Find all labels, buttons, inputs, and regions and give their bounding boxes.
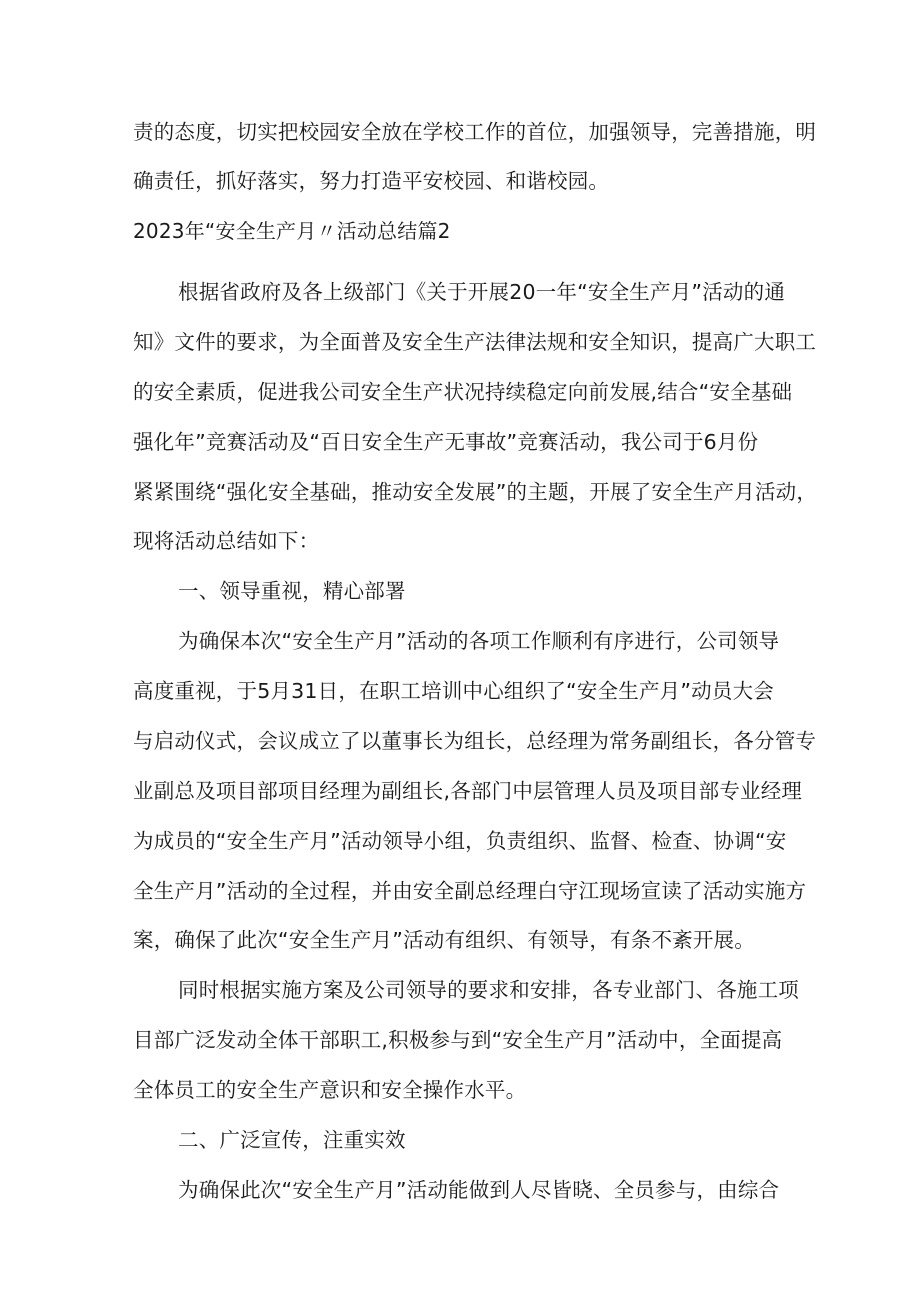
text-line: 的安全素质，促进我公司安全生产状况持续稳定向前发展,结合“安全基础 bbox=[133, 380, 793, 404]
text-line: 责的态度，切实把校园安全放在学校工作的首位，加强领导，完善措施，明 bbox=[133, 120, 817, 144]
text-line: 现将活动总结如下： bbox=[133, 529, 320, 553]
text-line: 与启动仪式，会议成立了以董事长为组长，总经理为常务副组长，各分管专 bbox=[133, 729, 817, 753]
text-line: 紧紧围绕“强化安全基础，推动安全发展”的主题，开展了安全生产月活动， bbox=[133, 480, 818, 504]
text-line: 全生产月”活动的全过程，并由安全副总经理白守江现场宣读了活动实施方 bbox=[133, 879, 807, 903]
text-line: 为确保此次“安全生产月”活动能做到人尽皆晓、全员参与，由综合 bbox=[178, 1178, 780, 1202]
text-line: 确责任，抓好落实，努力打造平安校园、和谐校园。 bbox=[133, 169, 610, 193]
text-line: 根据省政府及各上级部门《关于开展20一年“安全生产月”活动的通 bbox=[178, 280, 786, 304]
text-line: 案，确保了此次“安全生产月”活动有组织、有领导，有条不紊开展。 bbox=[133, 928, 755, 952]
text-line: 为成员的“安全生产月”活动领导小组，负责组织、监督、检查、协调“安 bbox=[133, 829, 787, 853]
text-line: 知》文件的要求，为全面普及安全生产法律法规和安全知识，提高广大职工 bbox=[133, 330, 817, 354]
text-line: 目部广泛发动全体干部职工,积极参与到“安全生产月”活动中，全面提高 bbox=[133, 1028, 783, 1052]
section-heading: 2023年“安全生产月〃活动总结篇2 bbox=[133, 219, 451, 243]
text-line: 为确保本次“安全生产月”活动的各项工作顺利有序进行，公司领导 bbox=[178, 629, 780, 653]
text-line: 全体员工的安全生产意识和安全操作水平。 bbox=[133, 1078, 527, 1102]
text-line: 强化年”竞赛活动及“百日安全生产无事故”竞赛活动，我公司于6月份 bbox=[133, 430, 759, 454]
text-line: 业副总及项目部项目经理为副组长,各部门中层管理人员及项目部专业经理 bbox=[133, 779, 803, 803]
text-line: 高度重视，于5月31日，在职工培训中心组织了“安全生产月”动员大会 bbox=[133, 679, 774, 703]
subheading: 二、广泛宣传，注重实效 bbox=[178, 1128, 406, 1152]
text-line: 同时根据实施方案及公司领导的要求和安排，各专业部门、各施工项 bbox=[178, 978, 799, 1002]
subheading: 一、领导重视，精心部署 bbox=[178, 579, 406, 603]
